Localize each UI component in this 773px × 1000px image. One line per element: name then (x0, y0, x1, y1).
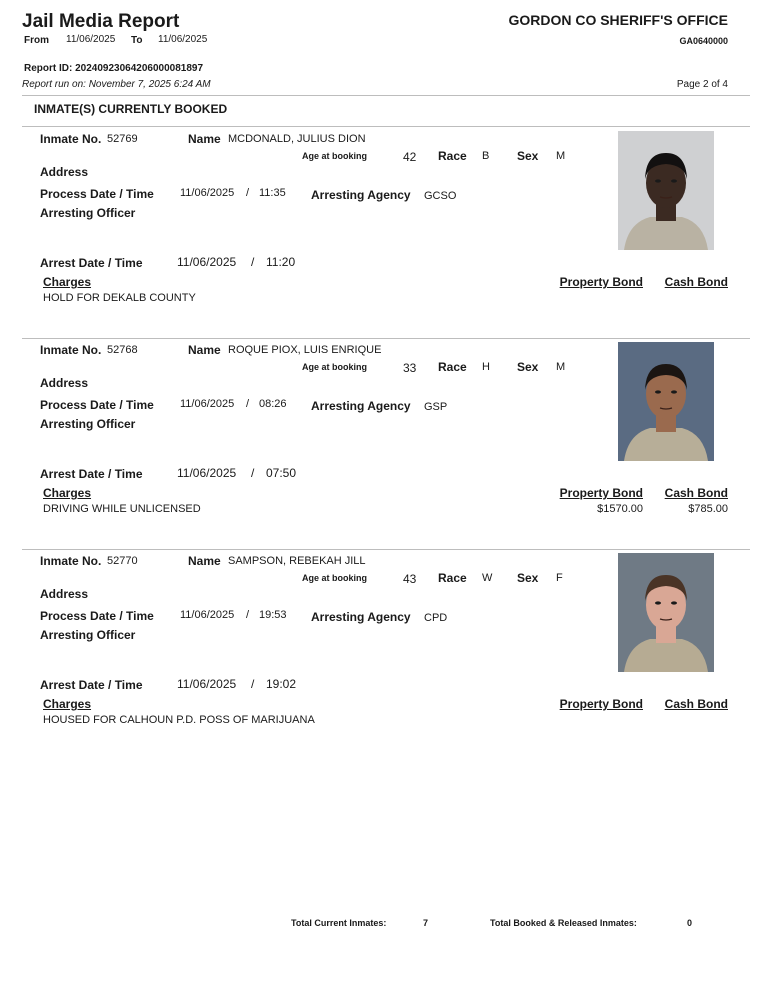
total-current-label: Total Current Inmates: (291, 918, 387, 928)
sex-value: M (556, 361, 566, 373)
process-date-time-label: Process Date / Time (40, 187, 154, 201)
inmate-name: SAMPSON, REBEKAH JILL (228, 555, 366, 567)
process-slash: / (246, 398, 250, 410)
total-booked-released-label: Total Booked & Released Inmates: (490, 918, 637, 928)
cash-bond-label: Cash Bond (664, 275, 728, 289)
process-time: 11:35 (259, 187, 286, 199)
sex-label: Sex (517, 571, 539, 585)
report-id: Report ID: 20240923064206000081897 (24, 63, 204, 74)
inmate-no: 52769 (107, 133, 138, 145)
process-date-time-label: Process Date / Time (40, 609, 154, 623)
arrest-date-time-label: Arrest Date / Time (40, 678, 143, 692)
race-label: Race (438, 149, 467, 163)
charges-value: HOUSED FOR CALHOUN P.D. POSS OF MARIJUANA (43, 714, 315, 726)
inmate-no-label: Inmate No. (40, 554, 102, 568)
cash-bond-value: $785.00 (688, 503, 728, 515)
race-label: Race (438, 571, 467, 585)
process-time: 08:26 (259, 398, 287, 410)
process-slash: / (246, 187, 250, 199)
name-label: Name (188, 554, 221, 568)
age-at-booking-label: Age at booking (302, 573, 367, 583)
total-booked-released-value: 0 (687, 918, 693, 928)
process-time: 19:53 (259, 609, 287, 621)
arresting-agency-label: Arresting Agency (311, 399, 411, 413)
name-label: Name (188, 343, 221, 357)
inmate-name: ROQUE PIOX, LUIS ENRIQUE (228, 344, 382, 356)
arresting-officer-label: Arresting Officer (40, 417, 136, 431)
charges-label: Charges (43, 275, 92, 289)
race-value: W (482, 572, 493, 584)
process-date-time-label: Process Date / Time (40, 398, 154, 412)
arresting-agency-label: Arresting Agency (311, 610, 411, 624)
charges-value: HOLD FOR DEKALB COUNTY (43, 292, 196, 304)
arrest-time: 11:20 (266, 255, 296, 269)
inmate-no-label: Inmate No. (40, 132, 102, 146)
booking-photo (618, 342, 714, 461)
header-divider (22, 95, 750, 96)
to-date: 11/06/2025 (158, 34, 208, 45)
age-at-booking-label: Age at booking (302, 362, 367, 372)
property-bond-label: Property Bond (559, 486, 643, 500)
race-value: B (482, 150, 490, 162)
agency-name: GORDON CO SHERIFF'S OFFICE (508, 12, 728, 28)
arresting-agency-value: GSP (424, 401, 448, 413)
charges-value: DRIVING WHILE UNLICENSED (43, 503, 201, 515)
process-date: 11/06/2025 (180, 187, 235, 199)
property-bond-value: $1570.00 (597, 503, 643, 515)
from-date: 11/06/2025 (66, 34, 116, 45)
arrest-date: 11/06/2025 (177, 466, 237, 480)
process-slash: / (246, 609, 250, 621)
race-value: H (482, 361, 490, 373)
cash-bond-label: Cash Bond (664, 697, 728, 711)
name-label: Name (188, 132, 221, 146)
report-title: Jail Media Report (22, 11, 180, 32)
age-value: 33 (403, 361, 417, 375)
arrest-slash: / (251, 466, 255, 480)
arrest-date: 11/06/2025 (177, 255, 237, 269)
arrest-slash: / (251, 677, 255, 691)
sex-value: F (556, 572, 563, 584)
race-label: Race (438, 360, 467, 374)
age-value: 43 (403, 572, 417, 586)
from-label: From (24, 35, 49, 46)
cash-bond-label: Cash Bond (664, 486, 728, 500)
arrest-date: 11/06/2025 (177, 677, 237, 691)
arresting-agency-value: GCSO (424, 190, 457, 202)
booking-photo (618, 553, 714, 672)
property-bond-label: Property Bond (559, 275, 643, 289)
to-label: To (131, 35, 143, 46)
inmate-no-label: Inmate No. (40, 343, 102, 357)
arresting-agency-value: CPD (424, 612, 448, 624)
property-bond-label: Property Bond (559, 697, 643, 711)
arresting-agency-label: Arresting Agency (311, 188, 411, 202)
address-label: Address (40, 587, 89, 601)
arresting-officer-label: Arresting Officer (40, 628, 136, 642)
arrest-date-time-label: Arrest Date / Time (40, 467, 143, 481)
address-label: Address (40, 165, 89, 179)
arrest-date-time-label: Arrest Date / Time (40, 256, 143, 270)
arrest-slash: / (251, 255, 255, 269)
section-title: INMATE(S) CURRENTLY BOOKED (34, 102, 228, 116)
inmate-name: MCDONALD, JULIUS DION (228, 133, 366, 145)
sex-value: M (556, 150, 566, 162)
agency-code: GA0640000 (679, 36, 728, 46)
page-number: Page 2 of 4 (676, 79, 728, 90)
arresting-officer-label: Arresting Officer (40, 206, 136, 220)
record-divider (22, 549, 750, 550)
charges-label: Charges (43, 697, 92, 711)
report-run-date: Report run on: November 7, 2025 6:24 AM (22, 79, 211, 90)
section-divider (22, 126, 750, 127)
charges-label: Charges (43, 486, 92, 500)
inmate-no: 52768 (107, 344, 138, 356)
process-date: 11/06/2025 (180, 609, 235, 621)
total-current-value: 7 (423, 918, 429, 928)
age-at-booking-label: Age at booking (302, 151, 367, 161)
arrest-time: 19:02 (266, 677, 297, 691)
arrest-time: 07:50 (266, 466, 297, 480)
process-date: 11/06/2025 (180, 398, 235, 410)
address-label: Address (40, 376, 89, 390)
booking-photo (618, 131, 714, 250)
record-divider (22, 338, 750, 339)
sex-label: Sex (517, 149, 539, 163)
age-value: 42 (403, 150, 417, 164)
inmate-no: 52770 (107, 555, 138, 567)
sex-label: Sex (517, 360, 539, 374)
